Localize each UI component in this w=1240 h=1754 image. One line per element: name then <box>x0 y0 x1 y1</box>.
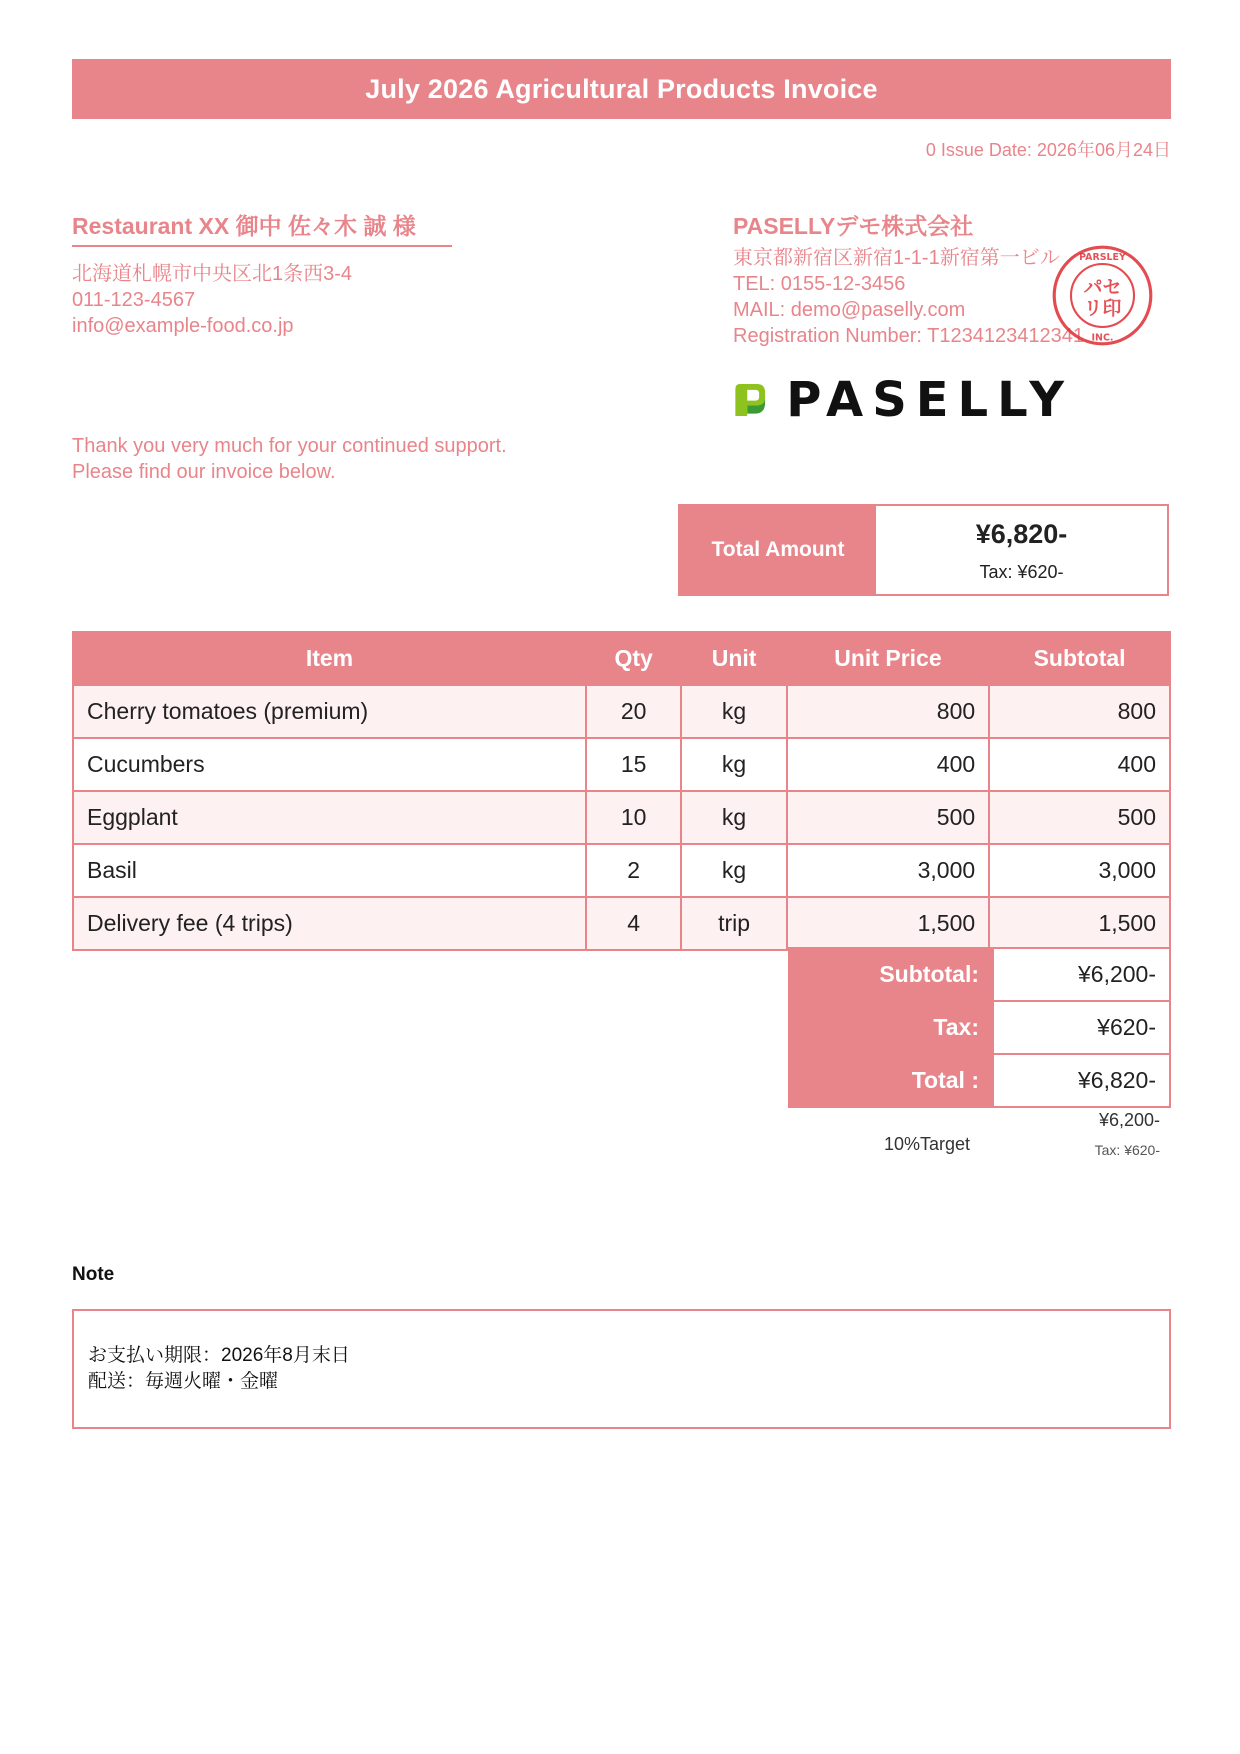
table-header-row <box>73 632 1170 685</box>
issuer-tel: TEL: 0155-12-3456 <box>733 273 906 295</box>
svg-text:PARSLEY: PARSLEY <box>1079 251 1126 263</box>
issuer-address: 東京都新宿区新宿1-1-1新宿第一ビル <box>733 247 1060 269</box>
cell-unit-price: 1,500 <box>787 897 989 950</box>
greeting-line-2: Please find our invoice below. <box>72 461 336 483</box>
cell-subtotal: 800 <box>989 685 1170 738</box>
paselly-logo <box>733 370 1073 430</box>
client-address: 北海道札幌市中央区北1条西3-4 <box>72 263 353 285</box>
total-amount-label: Total Amount <box>680 506 876 594</box>
cell-item: Basil <box>73 844 586 897</box>
svg-text:リ印: リ印 <box>1083 297 1122 320</box>
client-name: Restaurant XX 御中 佐々木 誠 様 <box>72 212 452 247</box>
cell-qty: 2 <box>586 844 681 897</box>
issuer-name: PASELLYデモ株式会社 <box>733 213 974 239</box>
cell-qty: 4 <box>586 897 681 950</box>
totals-table <box>788 947 1171 1108</box>
issuer-registration: Registration Number: T1234123412341 <box>733 325 1084 347</box>
cell-unit-price: 3,000 <box>787 844 989 897</box>
tax-breakdown-label: 10%Target <box>884 1134 971 1154</box>
cell-subtotal: 3,000 <box>989 844 1170 897</box>
greeting-line-1: Thank you very much for your continued support. <box>72 435 507 457</box>
cell-qty: 15 <box>586 738 681 791</box>
invoice-title: July 2026 Agricultural Products Invoice <box>72 59 1171 119</box>
cell-item: Cucumbers <box>73 738 586 791</box>
cell-qty: 10 <box>586 791 681 844</box>
table-row <box>73 738 1170 791</box>
subtotal-value: ¥6,200- <box>993 948 1170 1001</box>
note-title: Note <box>72 1264 115 1285</box>
cell-unit-price: 800 <box>787 685 989 738</box>
paselly-leaf-icon <box>733 371 766 429</box>
cell-unit: kg <box>681 738 786 791</box>
table-row <box>73 897 1170 950</box>
tax-breakdown-amount: ¥6,200- <box>1098 1110 1160 1130</box>
cell-unit: kg <box>681 791 786 844</box>
svg-text:INC.: INC. <box>1091 332 1114 344</box>
greeting <box>72 433 507 485</box>
svg-text:パセ: パセ <box>1083 276 1122 299</box>
note-line-1: お支払い期限：2026年8月末日 <box>88 1345 350 1366</box>
table-row <box>73 844 1170 897</box>
cell-item: Cherry tomatoes (premium) <box>73 685 586 738</box>
items-table <box>72 631 1171 951</box>
header-unit-price: Unit Price <box>787 632 989 685</box>
cell-unit-price: 400 <box>787 738 989 791</box>
cell-item: Delivery fee (4 trips) <box>73 897 586 950</box>
total-label: Total : <box>789 1054 993 1107</box>
issue-date: 0 Issue Date: 2026年06月24日 <box>925 140 1171 160</box>
header-qty: Qty <box>586 632 681 685</box>
cell-subtotal: 1,500 <box>989 897 1170 950</box>
total-amount-value: ¥6,820- <box>975 519 1068 549</box>
client-phone: 011-123-4567 <box>72 289 196 311</box>
header-subtotal: Subtotal <box>989 632 1170 685</box>
header-item: Item <box>73 632 586 685</box>
cell-unit-price: 500 <box>787 791 989 844</box>
total-value: ¥6,820- <box>993 1054 1170 1107</box>
cell-unit: kg <box>681 844 786 897</box>
client-block <box>72 212 452 339</box>
total-amount-box <box>678 504 1169 596</box>
note-box <box>72 1309 1171 1429</box>
total-amount-tax: Tax: ¥620- <box>979 562 1064 582</box>
logo-wordmark: PASELLY <box>786 372 1073 428</box>
tax-row <box>789 1001 1170 1054</box>
client-email: info@example-food.co.jp <box>72 315 294 337</box>
tax-label: Tax: <box>789 1001 993 1054</box>
tax-breakdown-tax: Tax: ¥620- <box>1094 1142 1160 1158</box>
company-seal-stamp <box>1050 243 1155 348</box>
cell-qty: 20 <box>586 685 681 738</box>
cell-unit: kg <box>681 685 786 738</box>
table-row <box>73 791 1170 844</box>
subtotal-label: Subtotal: <box>789 948 993 1001</box>
cell-unit: trip <box>681 897 786 950</box>
note-line-2: 配送：毎週火曜・金曜 <box>88 1371 279 1392</box>
cell-subtotal: 400 <box>989 738 1170 791</box>
cell-item: Eggplant <box>73 791 586 844</box>
cell-subtotal: 500 <box>989 791 1170 844</box>
total-row <box>789 1054 1170 1107</box>
subtotal-row <box>789 948 1170 1001</box>
issuer-mail: MAIL: demo@paselly.com <box>733 299 966 321</box>
tax-value: ¥620- <box>993 1001 1170 1054</box>
table-row <box>73 685 1170 738</box>
header-unit: Unit <box>681 632 786 685</box>
